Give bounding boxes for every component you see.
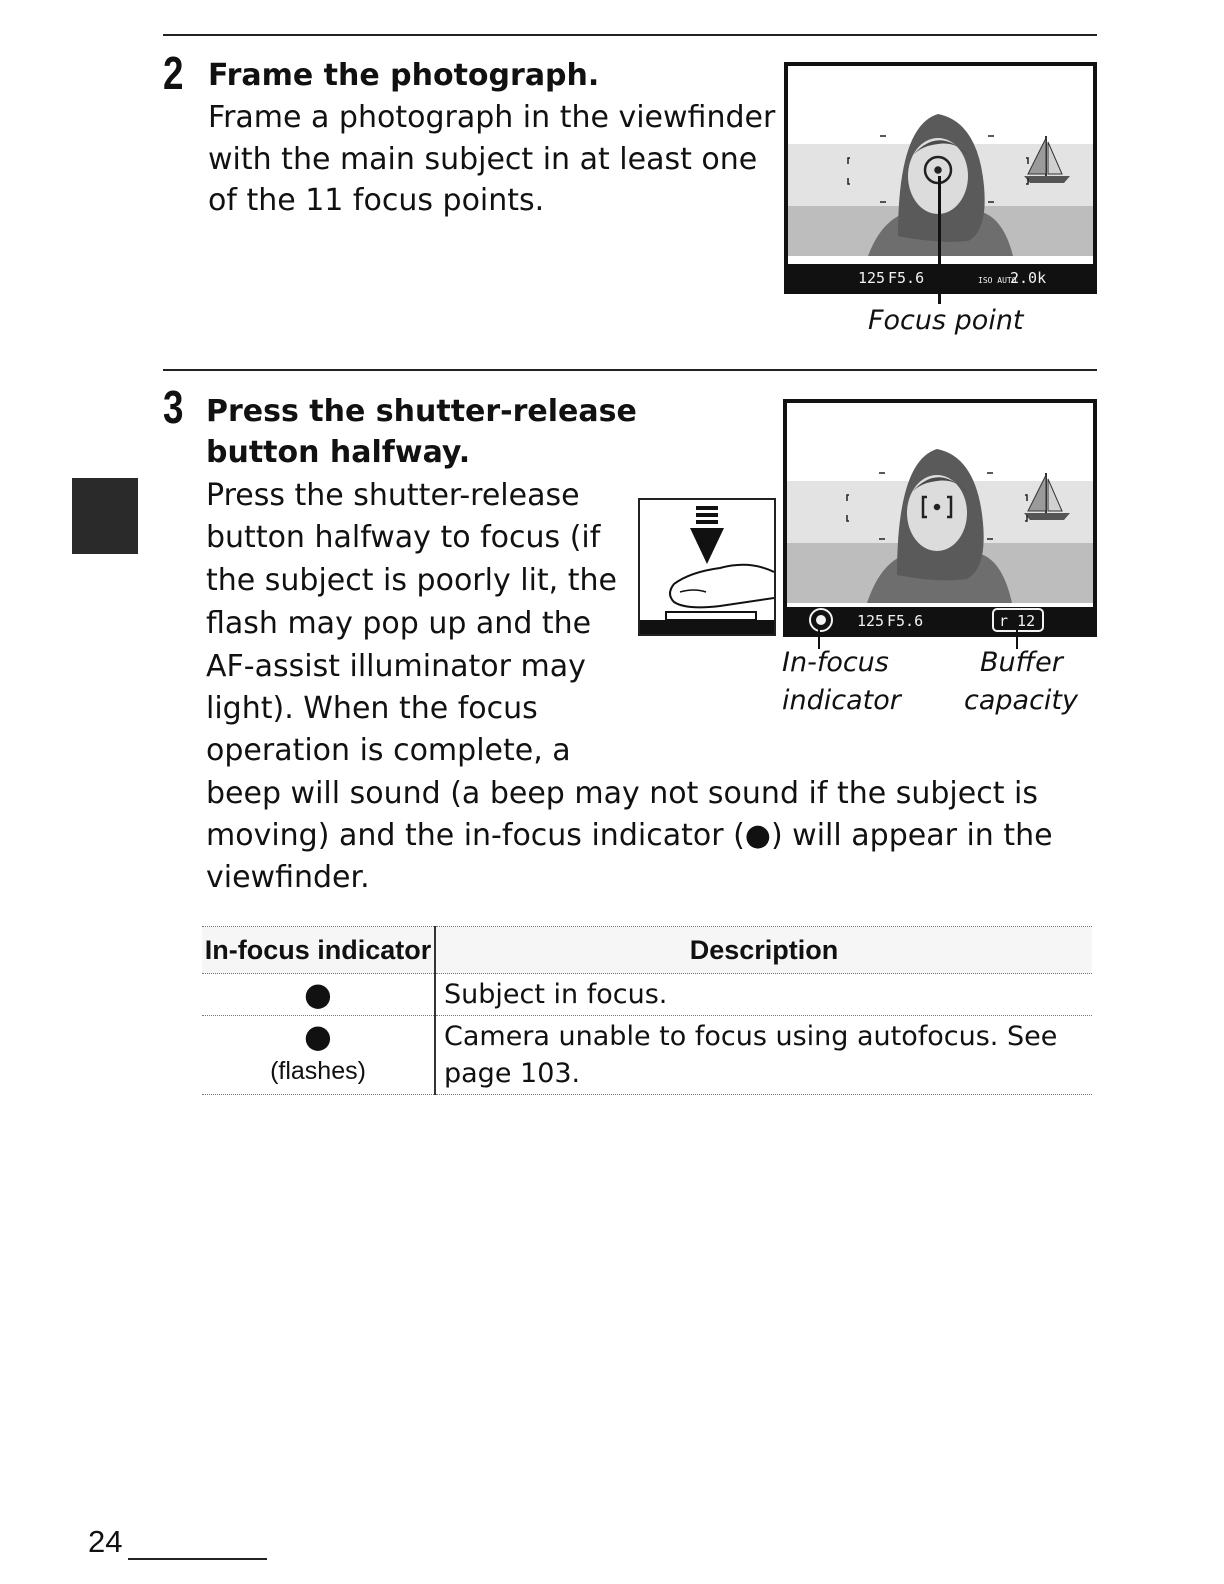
step-3-number: 3 <box>163 381 184 433</box>
step-3-text-line-8: beep will sound (a beep may not sound if the subject is <box>206 776 1038 811</box>
step-3-text-line-5: AF-assist illuminator may <box>206 649 586 684</box>
in-focus-dot-icon: ● <box>304 1017 332 1055</box>
focus-point-caption: Focus point <box>868 305 1024 336</box>
description-text: Subject in focus. <box>444 979 668 1010</box>
step-3-text-line-6: light). When the focus <box>206 691 538 726</box>
in-focus-caption-line-1: In-focus <box>782 647 889 678</box>
step-3-text-line-2: button halfway to focus (if <box>206 520 601 555</box>
step-2-title: Frame the photograph. <box>208 58 600 93</box>
step-3-text-line-7: operation is complete, a <box>206 733 571 768</box>
buffer-caption-line-2: capacity <box>964 685 1078 716</box>
vf-shutter-readout: 125 <box>857 612 885 630</box>
focus-point-leader-line <box>938 176 941 304</box>
in-focus-dot-icon: ● <box>304 975 332 1013</box>
page-number-rule <box>128 1558 267 1560</box>
chapter-tab-marker <box>72 478 138 554</box>
step-3-title-line-2: button halfway. <box>206 435 471 470</box>
step-2-text-line-2: with the main subject in at least one <box>208 142 758 177</box>
in-focus-caption-line-2: indicator <box>782 685 901 716</box>
table-row <box>202 1016 1092 1095</box>
header-description: Description <box>435 927 1092 974</box>
vf-aperture-readout: F5.6 <box>887 612 924 630</box>
step-3-text-line-10: viewfinder. <box>206 860 370 895</box>
description-cell <box>435 1016 1092 1095</box>
description-text-line-2: page 103. <box>444 1058 581 1089</box>
step-3-text-line-9: moving) and the in-focus indicator (●) will appear in the <box>206 818 1053 853</box>
step-3-text-line-1: Press the shutter-release <box>206 478 580 513</box>
vf-frame-count: 2.0k <box>1010 269 1047 287</box>
viewfinder-scene-focused <box>787 403 1093 633</box>
indicator-cell <box>202 1016 435 1095</box>
vf-shutter-readout: 125 <box>858 269 886 287</box>
flashes-note: (flashes) <box>270 1057 366 1085</box>
shutter-halfway-illustration <box>638 498 776 636</box>
in-focus-indicator-table <box>202 926 1092 1095</box>
indicator-cell <box>202 974 435 1016</box>
step-2-text-line-3: of the 11 focus points. <box>208 183 545 218</box>
description-cell <box>435 974 1092 1016</box>
viewfinder-illustration-focused <box>783 399 1097 637</box>
step-2-text-line-1: Frame a photograph in the viewfinder <box>208 100 776 135</box>
step-3-title-line-1: Press the shutter-release <box>206 394 637 429</box>
header-in-focus-indicator: In-focus indicator <box>202 927 435 974</box>
table-header-row <box>202 927 1092 974</box>
section-rule-middle <box>163 369 1097 371</box>
finger-press-icon <box>640 500 774 634</box>
description-text-line-1: Camera unable to focus using autofocus. See <box>444 1021 1058 1052</box>
buffer-caption-line-1: Buffer <box>980 647 1063 678</box>
step-3-text-line-4: flash may pop up and the <box>206 606 592 641</box>
page-number: 24 <box>88 1524 123 1559</box>
vf-buffer-readout: r 12 <box>999 612 1036 630</box>
step-2-number: 2 <box>163 47 184 99</box>
vf-iso-label: ISO AUTO <box>978 276 1017 285</box>
step-3-text-line-3: the subject is poorly lit, the <box>206 563 617 598</box>
vf-aperture-readout: F5.6 <box>888 269 925 287</box>
section-rule-top <box>163 34 1097 36</box>
table-row <box>202 974 1092 1016</box>
